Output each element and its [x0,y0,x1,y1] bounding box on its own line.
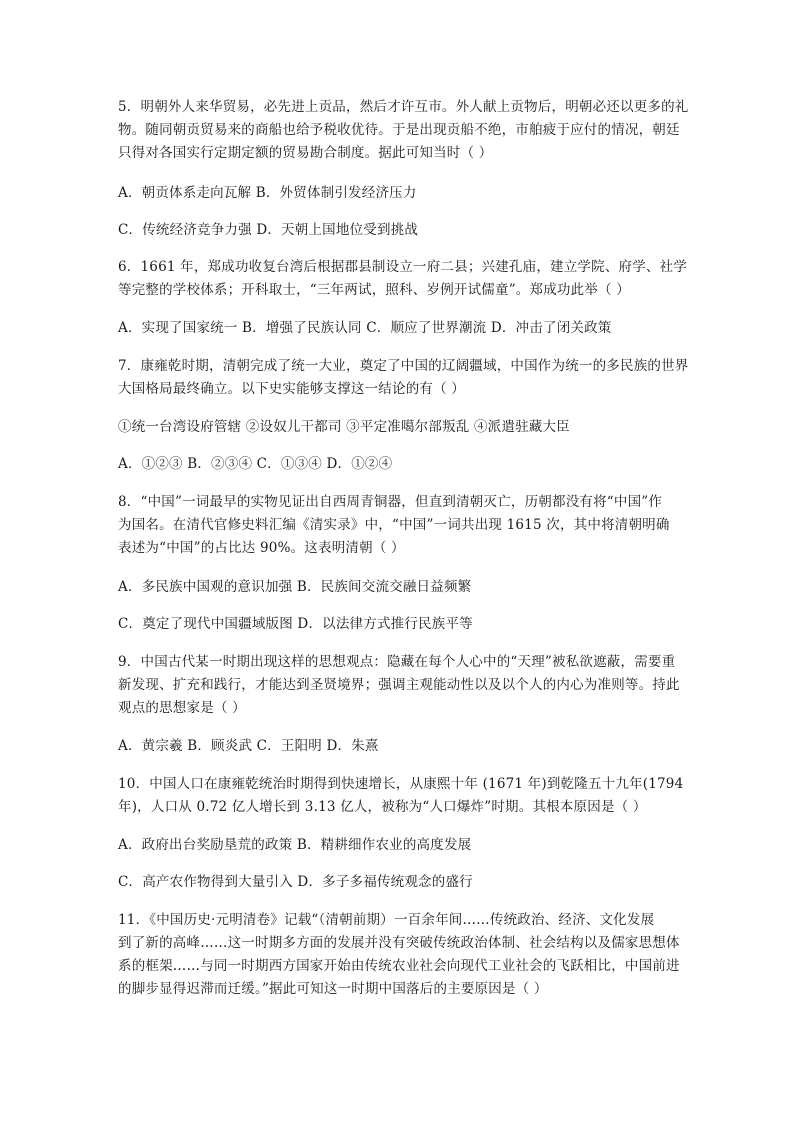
question-10-options-1 [118,834,678,857]
question-5 [118,96,689,165]
question-8-options-1 [118,576,678,599]
answer-options: A．朝贡体系走向瓦解 B．外贸体制引发经济压力 [118,185,417,201]
question-stem-line: 9．中国古代某一时期出现这样的思想观点：隐藏在每个人心中的“天理”被私欲遮蔽，需要重 [118,654,676,670]
question-stem-line: 大国格局最终确立。以下史实能够支撑这一结论的有（ ） [118,381,465,397]
numbered-items: ①统一台湾设府管辖 ②设奴儿干都司 ③平定准噶尔部叛乱 ④派遣驻藏大臣 [118,419,570,435]
answer-options: A．多民族中国观的意识加强 B．民族间交流交融日益频繁 [118,579,472,595]
question-stem-line: 表述为“中国”的占比达 90%。这表明清朝（ ） [118,540,405,556]
question-stem-line: 5．明朝外人来华贸易，必先进上贡品，然后才许互市。外人献上贡物后，明朝必还以更多的礼 [118,99,689,115]
question-9-options [118,735,678,758]
question-8 [118,491,678,560]
answer-options: A．实现了国家统一 B．增强了民族认同 C．顺应了世界潮流 D．冲击了闭关政策 [118,320,612,336]
question-stem-line: 只得对各国实行定期定额的贸易勘合制度。据此可知当时（ ） [118,145,493,161]
question-stem-line: 观点的思想家是（ ） [118,700,246,716]
question-stem-line: 6．1661 年，郑成功收复台湾后根据郡县制设立一府二县；兴建孔庙，建立学院、府学、社学 [118,259,688,275]
answer-options: C．奠定了现代中国疆域版图 D．以法律方式推行民族平等 [118,616,473,632]
question-6 [118,256,688,302]
question-stem-line: 年)，人口从 0.72 亿人增长到 3.13 亿人，被称为“人口爆炸”时期。其根本原因是（ ） [118,799,647,815]
question-8-options-2 [118,613,678,636]
question-stem-line: 7．康雍乾时期，清朝完成了统一大业，奠定了中国的辽阔疆域，中国作为统一的多民族的世界 [118,358,689,374]
question-stem-line: 系的框架……与同一时期西方国家开始由传统农业社会向现代工业社会的飞跃相比，中国前进 [118,958,680,974]
question-stem-line: 新发现、扩充和践行，才能达到圣贤境界；强调主观能动性以及以个人的内心为准则等。持此 [118,677,680,693]
question-11 [118,909,678,1001]
answer-options: A．黄宗羲 B．顾炎武 C．王阳明 D．朱熹 [118,738,379,754]
question-5-options-2 [118,219,678,242]
question-stem-line: 10．中国人口在康雍乾统治时期得到快速增长，从康熙十年 (1671 年)到乾隆五十九年(1794 [118,776,684,792]
question-stem-line: 11．《中国历史·元明清卷》记载“（清朝前期）一百余年间……传统政治、经济、文化发展 [118,912,655,928]
question-stem-line: 到了新的高峰……这一时期多方面的发展并没有突破传统政治体制、社会结构以及儒家思想体 [118,935,680,951]
question-stem-line: 物。随同朝贡贸易来的商船也给予税收优待。于是出现贡船不绝，市舶疲于应付的情况，朝廷 [118,122,680,138]
question-6-options [118,317,678,340]
question-stem-line: 为国名。在清代官修史料汇编《清实录》中，“中国”一词共出现 1615 次，其中将清朝明确 [118,517,670,533]
question-7-items [118,416,678,439]
question-7-options [118,453,678,476]
question-9 [118,651,678,720]
answer-options: C．传统经济竞争力强 D．天朝上国地位受到挑战 [118,222,419,238]
answer-options: C．高产农作物得到大量引入 D．多子多福传统观念的盛行 [118,874,473,890]
question-10 [118,773,684,819]
question-stem-line: 等完整的学校体系；开科取士，“三年两试，照科、岁例开试儒童”。郑成功此举（ ） [118,282,630,298]
question-7 [118,355,689,401]
question-stem-line: 的脚步显得迟滞而迁缓。”据此可知这一时期中国落后的主要原因是（ ） [118,981,548,997]
question-10-options-2 [118,871,678,894]
answer-options: A．①②③ B．②③④ C．①③④ D．①②④ [118,456,393,472]
question-stem-line: 8．“中国”一词最早的实物见证出自西周青铜器，但直到清朝灭亡，历朝都没有将“中国”作 [118,494,663,510]
answer-options: A．政府出台奖励垦荒的政策 B．精耕细作农业的高度发展 [118,837,472,853]
question-5-options-1 [118,182,678,205]
